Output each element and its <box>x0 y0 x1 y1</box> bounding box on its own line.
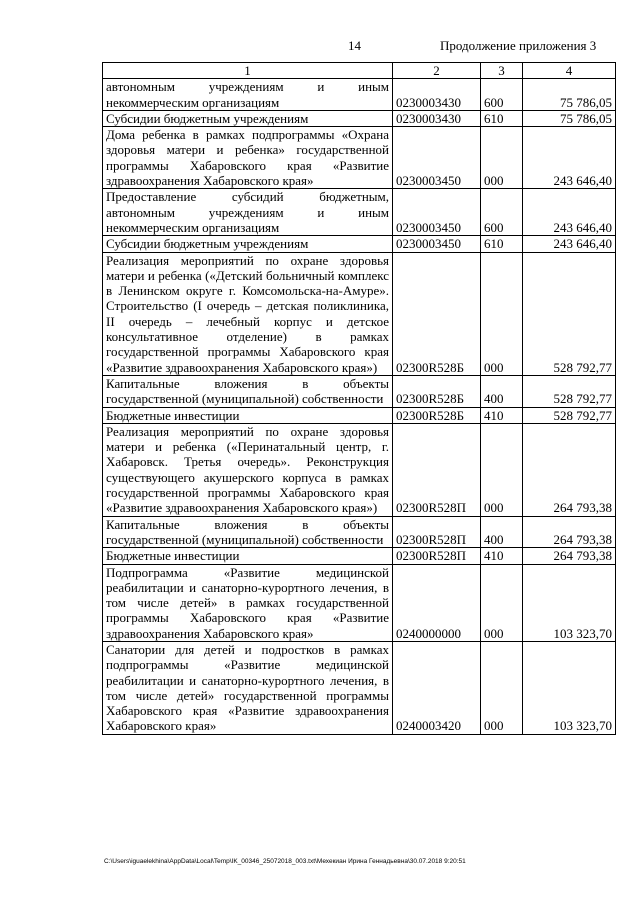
cell-name: Бюджетные инвестиции <box>103 548 393 564</box>
cell-code: 0240000000 <box>393 564 481 641</box>
cell-sum: 528 792,77 <box>523 375 616 407</box>
table-row <box>103 110 616 126</box>
cell-name: Реализация мероприятий по охране здоровья матери и ребенка («Детский больничный комплекс в Ленинском округе г. Комсомольска-на-Амуре». Строительство (I очередь – детская поликлиника, II очередь – лечебный корпус и детское консультативное отделение) в рамках государственной программы Хабаровского края «Развитие здравоохранения Хабаровского края») <box>103 252 393 375</box>
cell-name: Капитальные вложения в объекты государственной (муниципальной) собственности <box>103 516 393 548</box>
cell-code: 02300R528Б <box>393 375 481 407</box>
table-row <box>103 189 616 236</box>
cell-vr: 600 <box>481 189 523 236</box>
cell-vr: 400 <box>481 516 523 548</box>
cell-vr: 000 <box>481 641 523 734</box>
table-row <box>103 641 616 734</box>
budget-table <box>102 62 616 735</box>
table-row <box>103 79 616 111</box>
cell-name: Санатории для детей и подростков в рамках подпрограммы «Развитие медицинской реабилитации и санаторно-курортного лечения, в том числе детей» государственной программы Хабаровского края «Развитие здравоохранения Хабаровского края» <box>103 641 393 734</box>
column-header: 2 <box>393 63 481 79</box>
cell-vr: 000 <box>481 127 523 189</box>
cell-name: Субсидии бюджетным учреждениям <box>103 110 393 126</box>
cell-vr: 000 <box>481 564 523 641</box>
continuation-label: Продолжение приложения 3 <box>440 38 597 53</box>
file-path-footer: C:\Users\iguaelekhina\AppData\Local\Temp\IK_00346_25072018_003.txt\Мехекиан Ирина Геннадьевна\30.07.2018 9:20:51 <box>104 858 466 865</box>
page-number: 14 <box>348 38 361 53</box>
cell-name: Капитальные вложения в объекты государственной (муниципальной) собственности <box>103 375 393 407</box>
column-header: 3 <box>481 63 523 79</box>
cell-name: автономным учреждениям и иным некоммерческим организациям <box>103 79 393 111</box>
cell-sum: 103 323,70 <box>523 564 616 641</box>
cell-sum: 243 646,40 <box>523 189 616 236</box>
table-row <box>103 375 616 407</box>
cell-vr: 410 <box>481 548 523 564</box>
column-header: 4 <box>523 63 616 79</box>
cell-name: Субсидии бюджетным учреждениям <box>103 236 393 252</box>
cell-name: Реализация мероприятий по охране здоровья матери и ребенка («Перинатальный центр, г. Хабаровск. Третья очередь». Реконструкция существующего акушерского корпуса в рамках государственной программы Хабаровского края «Развитие здравоохранения Хабаровского края») <box>103 423 393 516</box>
cell-sum: 528 792,77 <box>523 252 616 375</box>
cell-name: Бюджетные инвестиции <box>103 407 393 423</box>
cell-vr: 000 <box>481 252 523 375</box>
cell-code: 0240003420 <box>393 641 481 734</box>
table-row <box>103 407 616 423</box>
cell-sum: 528 792,77 <box>523 407 616 423</box>
cell-vr: 600 <box>481 79 523 111</box>
cell-name: Подпрограмма «Развитие медицинской реабилитации и санаторно-курортного лечения, в том числе детей» в рамках государственной программы Хабаровского края «Развитие здравоохранения Хабаровского края» <box>103 564 393 641</box>
column-header: 1 <box>103 63 393 79</box>
cell-code: 02300R528П <box>393 548 481 564</box>
cell-code: 02300R528П <box>393 423 481 516</box>
cell-code: 0230003430 <box>393 79 481 111</box>
table-row <box>103 252 616 375</box>
cell-code: 02300R528П <box>393 516 481 548</box>
table-row <box>103 516 616 548</box>
cell-vr: 410 <box>481 407 523 423</box>
table-row <box>103 236 616 252</box>
cell-vr: 610 <box>481 236 523 252</box>
cell-sum: 264 793,38 <box>523 423 616 516</box>
cell-code: 0230003430 <box>393 110 481 126</box>
cell-vr: 610 <box>481 110 523 126</box>
cell-vr: 000 <box>481 423 523 516</box>
cell-code: 0230003450 <box>393 236 481 252</box>
cell-sum: 103 323,70 <box>523 641 616 734</box>
table-row <box>103 423 616 516</box>
cell-code: 02300R528Б <box>393 407 481 423</box>
cell-code: 02300R528Б <box>393 252 481 375</box>
cell-code: 0230003450 <box>393 127 481 189</box>
cell-code: 0230003450 <box>393 189 481 236</box>
cell-name: Предоставление субсидий бюджетным, автономным учреждениям и иным некоммерческим организациям <box>103 189 393 236</box>
cell-sum: 264 793,38 <box>523 548 616 564</box>
table-row <box>103 127 616 189</box>
table-row <box>103 564 616 641</box>
cell-sum: 264 793,38 <box>523 516 616 548</box>
cell-sum: 75 786,05 <box>523 110 616 126</box>
table-header-row <box>103 63 616 79</box>
cell-name: Дома ребенка в рамках подпрограммы «Охрана здоровья матери и ребенка» государственной программы Хабаровского края «Развитие здравоохранения Хабаровского края» <box>103 127 393 189</box>
cell-sum: 243 646,40 <box>523 127 616 189</box>
table-row <box>103 548 616 564</box>
cell-sum: 243 646,40 <box>523 236 616 252</box>
cell-sum: 75 786,05 <box>523 79 616 111</box>
cell-vr: 400 <box>481 375 523 407</box>
